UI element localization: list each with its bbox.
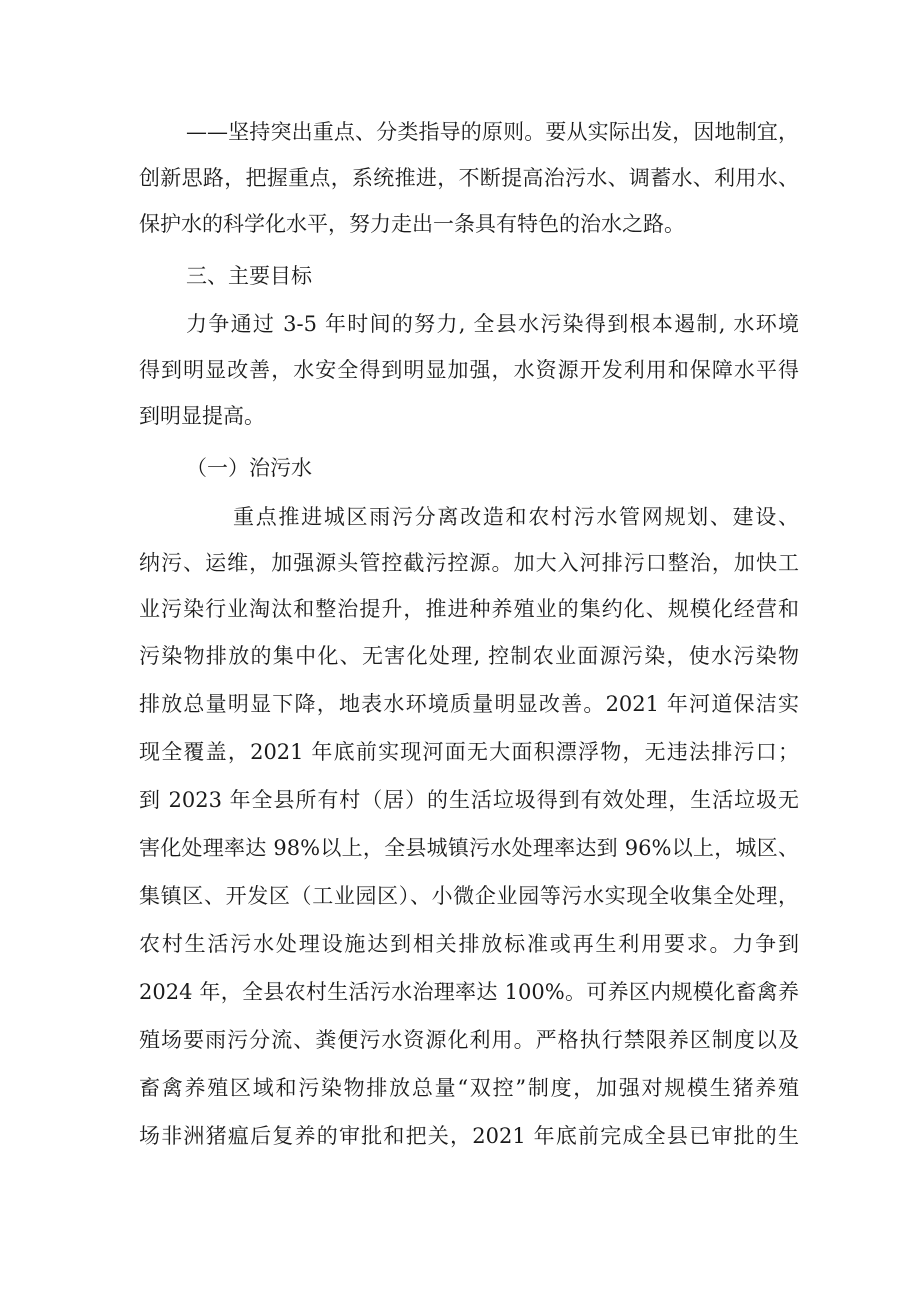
sewage-line-11: 2024 年，全县农村生活污水治理率达 100%。可养区内规模化畜禽养: [139, 980, 799, 1004]
sewage-line-10: 农村生活污水处理设施达到相关排放标准或再生利用要求。力争到: [139, 932, 799, 956]
sewage-line-6: 现全覆盖，2021 年底前实现河面无大面积漂浮物，无违法排污口；: [139, 740, 799, 764]
goal-line-1: 力争通过 3-5 年时间的努力, 全县水污染得到根本遏制, 水环境: [186, 312, 799, 336]
sewage-line-2: 纳污、运维，加强源头管控截污控源。加大入河排污口整治，加快工: [139, 551, 799, 575]
principle-line-1: ——坚持突出重点、分类指导的原则。要从实际出发，因地制宜，: [186, 120, 799, 144]
sewage-line-3: 业污染行业淘汰和整治提升，推进种养殖业的集约化、规模化经营和: [139, 597, 799, 621]
sewage-line-8: 害化处理率达 98%以上，全县城镇污水处理率达到 96%以上，城区、: [139, 836, 799, 860]
sewage-line-1: 重点推进城区雨污分离改造和农村污水管网规划、建设、: [233, 505, 799, 529]
sewage-line-9: 集镇区、开发区（工业园区）、小微企业园等污水实现全收集全处理，: [139, 884, 799, 908]
principle-line-2: 创新思路，把握重点，系统推进，不断提高治污水、调蓄水、利用水、: [139, 166, 799, 190]
sewage-line-5: 排放总量明显下降，地表水环境质量明显改善。2021 年河道保洁实: [139, 692, 799, 716]
sewage-line-13: 畜禽养殖区域和污染物排放总量“双控”制度，加强对规模生猪养殖: [139, 1076, 799, 1100]
sewage-line-4: 污染物排放的集中化、无害化处理, 控制农业面源污染，使水污染物: [139, 644, 799, 668]
sewage-line-14: 场非洲猪瘟后复养的审批和把关，2021 年底前完成全县已审批的生: [139, 1124, 799, 1148]
sewage-line-12: 殖场要雨污分流、粪便污水资源化利用。严格执行禁限养区制度以及: [139, 1028, 799, 1052]
section-heading: 三、主要目标: [186, 264, 312, 288]
goal-line-2: 得到明显改善，水安全得到明显加强，水资源开发利用和保障水平得: [139, 358, 799, 382]
sewage-line-7: 到 2023 年全县所有村（居）的生活垃圾得到有效处理，生活垃圾无: [139, 788, 799, 812]
goal-line-3: 到明显提高。: [139, 404, 265, 428]
principle-line-3: 保护水的科学化水平，努力走出一条具有特色的治水之路。: [139, 212, 685, 236]
subheading: （一）治污水: [186, 456, 312, 480]
